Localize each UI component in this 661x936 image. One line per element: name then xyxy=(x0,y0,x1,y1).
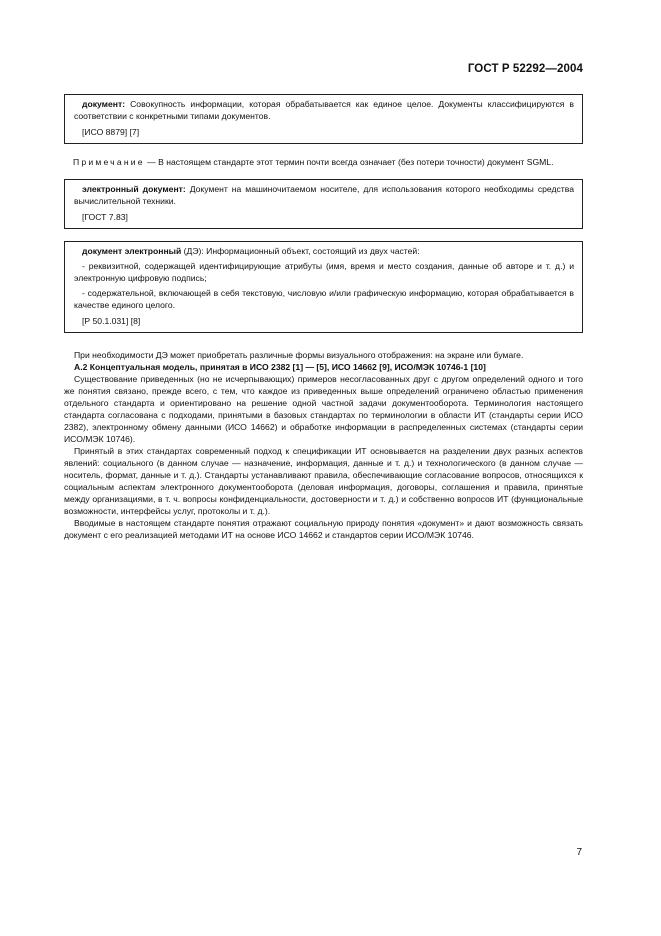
definition-box-document-electronic xyxy=(64,241,583,333)
section-heading: А.2 Концептуальная модель, принятая в ИСО 2382 [1] — [5], ИСО 14662 [9], ИСО/МЭК 10746-1 [10] xyxy=(74,362,486,372)
definition: Документ на машиночитаемом носителе, для использования которого необходимы средства вычислительной техники. xyxy=(74,184,574,206)
term: электронный документ: xyxy=(82,184,186,194)
term: документ: xyxy=(82,99,126,109)
definition-text xyxy=(74,98,574,122)
definition: (ДЭ): Информационный объект, состоящий из двух частей: xyxy=(181,246,420,256)
definition-text xyxy=(74,183,574,207)
definition-text xyxy=(74,245,574,257)
list-item: - содержательной, включающей в себя текстовую, числовую и/или графическую информацию, которая обрабатывается в качестве единого целого. xyxy=(74,288,574,310)
source-reference: [ИСО 8879] [7] xyxy=(82,127,140,137)
body-text xyxy=(64,349,583,541)
source-reference: [Р 50.1.031] [8] xyxy=(82,316,141,326)
paragraph: Существование приведенных (но не исчерпывающих) примеров несогласованных друг с другом определений одного и того же понятия связано, прежде всего, с тем, что каждое из приведенных выше определений ограничено областью применения отдельного стандарта и ориентировано на решение одной частной задачи документооборота. Терминология настоящего стандарта согласована с подходами, принятыми в базовых стандартах по терминологии в области ИТ (стандарты серии ИСО 2382), электронному обмену данными (ИСО 14662) и обработке информации в распределенных системах (стандарты серии ИСО/МЭК 10746). xyxy=(64,374,583,444)
page-content xyxy=(64,94,583,541)
note-label: Примечание xyxy=(73,157,145,167)
paragraph: Вводимые в настоящем стандарте понятия отражают социальную природу понятия «документ» и дают возможность связать документ с его реализацией методами ИТ на основе ИСО 14662 и стандартов серии ИСО/МЭК 10746. xyxy=(64,518,583,540)
definition-box-electronic-document xyxy=(64,179,583,229)
term: документ электронный xyxy=(82,246,182,256)
paragraph: При необходимости ДЭ может приобретать различные формы визуального отображения: на экране или бумаге. xyxy=(74,350,524,360)
definition: Совокупность информации, которая обрабатывается как единое целое. Документы классифицируются в соответствии с конкретными типами документов. xyxy=(74,99,574,121)
definition-box-document xyxy=(64,94,583,144)
paragraph: Принятый в этих стандартах современный подход к спецификации ИТ основывается на разделении двух разных аспектов явлений: социального (в данном случае — назначение, информация, данные и т. д.) и технологического (в данном случае — носитель, формат, данные и т. д.). Стандарты устанавливают правила, обеспечивающие согласование вопросов, относящихся к социальным аспектам электронного документооборота (деловая информация, договоры, соглашения и правила, принятые между организациями, в т. ч. вопросы конфиденциальности, достоверности и т. д.) и собственно вопросов ИТ (функциональные возможности, интерфейсы услуг, протоколы и т. д.). xyxy=(64,446,583,516)
note xyxy=(64,156,583,168)
page-number: 7 xyxy=(576,847,582,858)
note-text: — В настоящем стандарте этот термин почти всегда означает (без потери точности) документ SGML. xyxy=(144,157,554,167)
list-item: - реквизитной, содержащей идентифицирующие атрибуты (имя, время и место создания, данные об авторе и т. д.) и электронную цифровую подпись; xyxy=(74,261,574,283)
standard-id-header: ГОСТ Р 52292—2004 xyxy=(467,63,583,75)
source-reference: [ГОСТ 7.83] xyxy=(82,212,128,222)
